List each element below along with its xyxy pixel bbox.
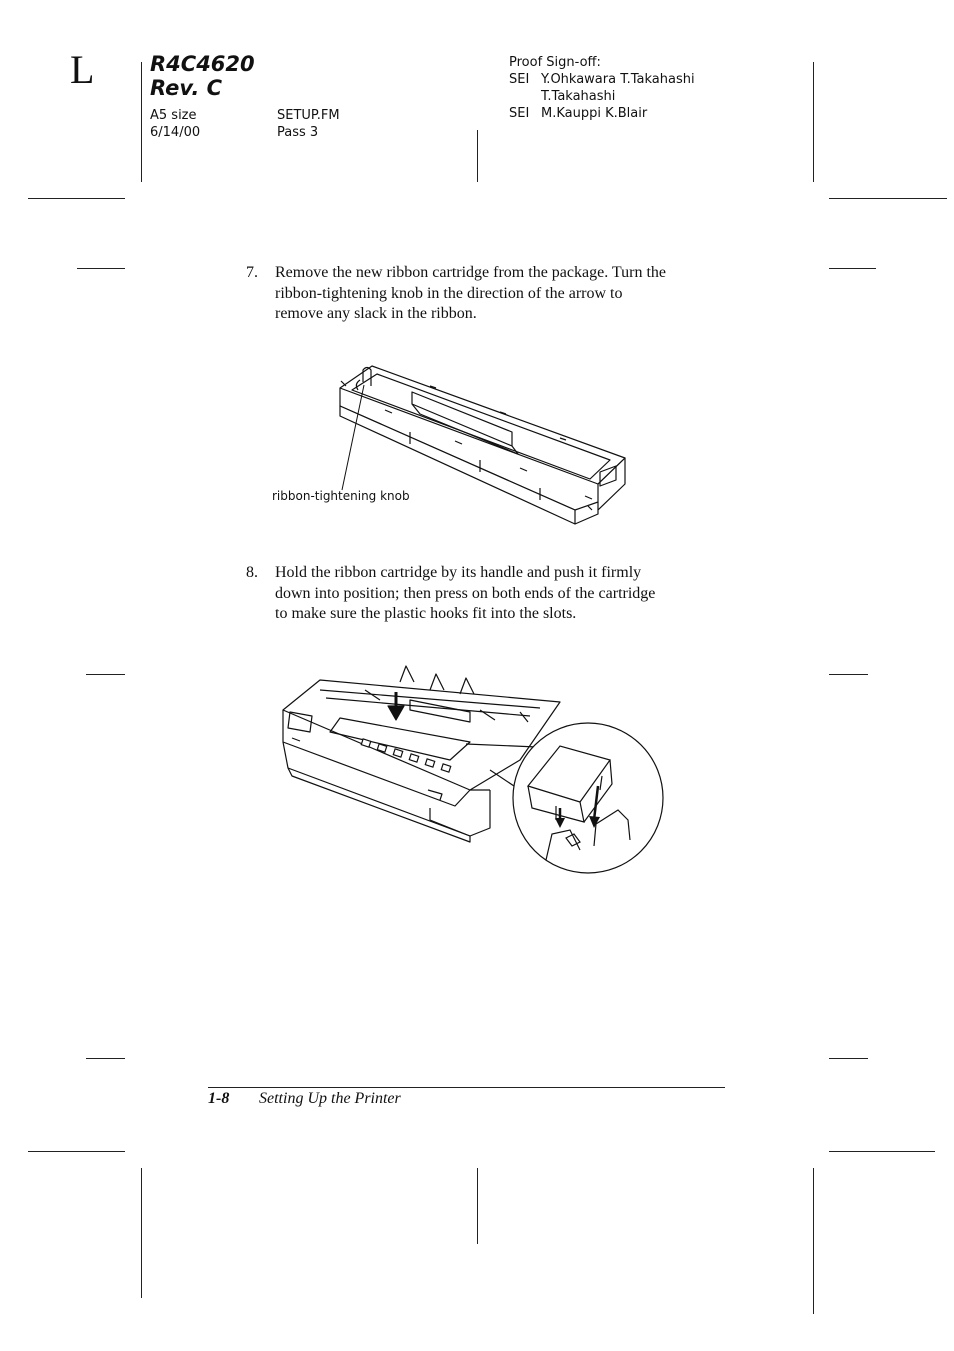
proof-names: Y.Ohkawara T.Takahashi: [541, 72, 695, 87]
proof-names: M.Kauppi K.Blair: [541, 106, 648, 121]
document-date: 6/14/00: [150, 125, 201, 140]
proof-title: Proof Sign-off:: [509, 55, 601, 70]
step-text-line: Hold the ribbon cartridge by its handle and push it firmly: [275, 564, 642, 581]
page-number: 1-8: [208, 1090, 230, 1107]
step-number: 7.: [246, 264, 258, 281]
file-name: SETUP.FM: [277, 108, 340, 123]
step-text-line: down into position; then press on both ends of the cartridge: [275, 584, 656, 602]
section-title: Setting Up the Printer: [259, 1090, 401, 1107]
pass-number: Pass 3: [277, 125, 319, 140]
step-text-line: ribbon-tightening knob in the direction of the arrow to: [275, 284, 623, 302]
proof-org: SEI: [509, 72, 530, 87]
footer-rule: [208, 1087, 725, 1088]
page-side-letter: L: [70, 47, 95, 92]
proof-names: T.Takahashi: [541, 89, 616, 104]
document-code-line1: R4C4620: [150, 52, 255, 76]
step-number: 8.: [246, 564, 258, 581]
step-text-line: remove any slack in the ribbon.: [275, 305, 477, 322]
page-size: A5 size: [150, 108, 197, 123]
step-text-line: to make sure the plastic hooks fit into the slots.: [275, 605, 577, 622]
proof-org: SEI: [509, 106, 530, 121]
ribbon-knob-callout: ribbon-tightening knob: [272, 489, 410, 503]
step-text-line: Remove the new ribbon cartridge from the package. Turn the: [275, 264, 666, 281]
document-code-line2: Rev. C: [150, 76, 223, 100]
